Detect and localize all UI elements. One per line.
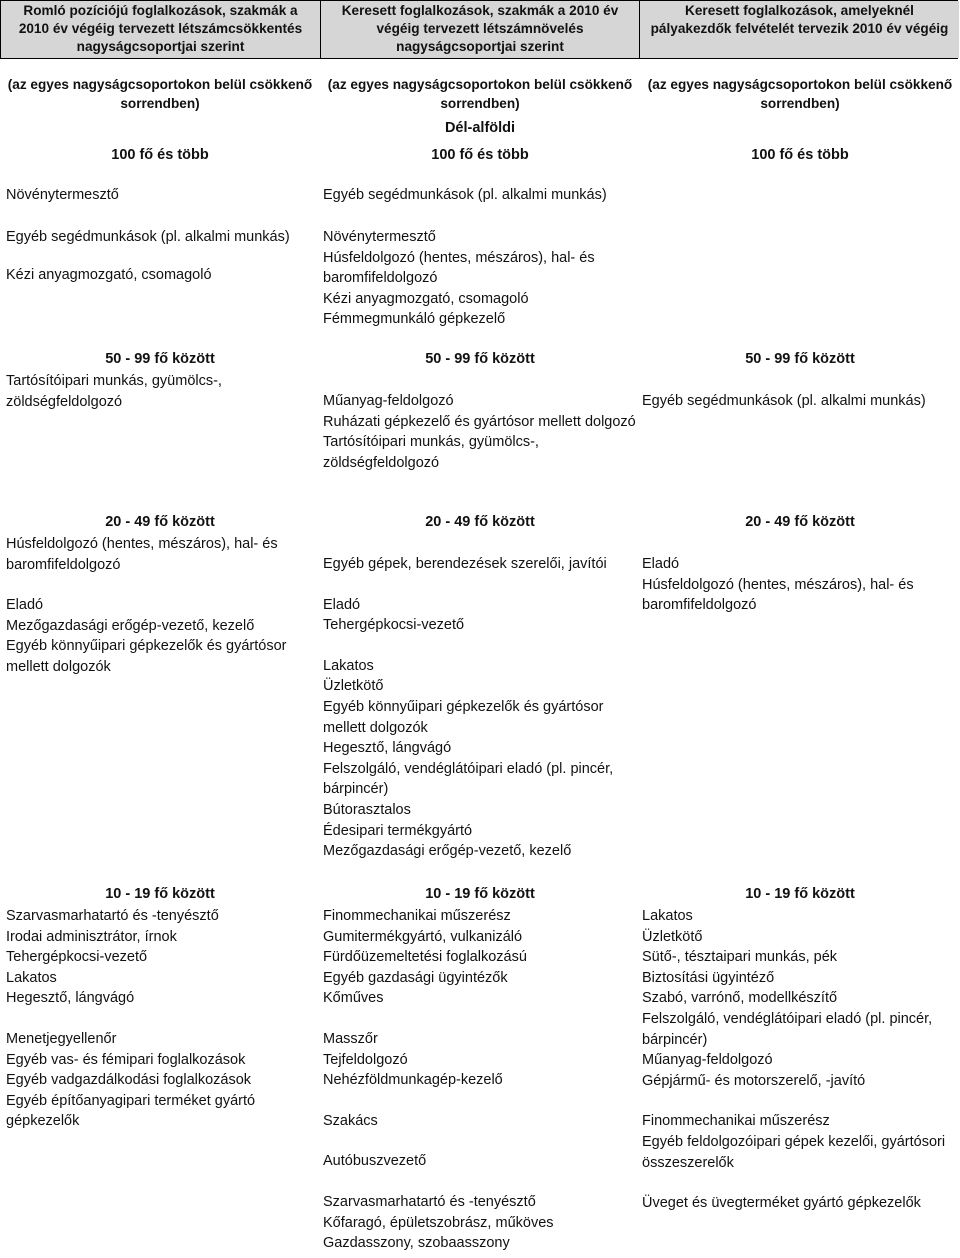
band-heading-10: 10 - 19 fő között bbox=[425, 886, 535, 902]
list-item: Kézi anyagmozgató, csomagoló bbox=[6, 266, 212, 283]
list-item: Gumitermékgyártó, vulkanizáló bbox=[323, 928, 523, 945]
list-item: Növénytermesztő bbox=[6, 187, 119, 203]
list-item: Húsfeldolgozó (hentes, mészáros), hal- és baromfifeldolgozó bbox=[323, 249, 595, 287]
list-item: Egyéb segédmunkások (pl. alkalmi munkás) bbox=[323, 187, 607, 203]
band-heading-20: 20 - 49 fő között bbox=[745, 514, 855, 530]
list-item: Fémmegmunkáló gépkezelő bbox=[323, 311, 506, 328]
list-col1-20 bbox=[6, 534, 321, 678]
list-item: Menetjegyellenőr bbox=[6, 1030, 117, 1047]
list-col1-10 bbox=[6, 906, 321, 1132]
subnote-col2: (az egyes nagyságcsoportokon belül csökkenő sorrendben) bbox=[327, 77, 633, 111]
list-item: Tartósítóipari munkás, gyümölcs-, zöldségfeldolgozó bbox=[323, 434, 539, 471]
list-item: Üveget és üvegterméket gyártó gépkezelők bbox=[642, 1195, 921, 1212]
list-item: Gazdasszony, szobaasszony bbox=[323, 1235, 510, 1252]
list-item: Felszolgáló, vendéglátóipari eladó (pl. pincér, bárpincér) bbox=[642, 1010, 933, 1048]
list-item: Irodai adminisztrátor, írnok bbox=[6, 928, 177, 945]
list-item: Üzletkötő bbox=[323, 678, 384, 695]
subnote-col3: (az egyes nagyságcsoportokon belül csökkenő sorrendben) bbox=[647, 77, 953, 111]
list-item: Bútorasztalos bbox=[323, 801, 411, 818]
list-item: Lakatos bbox=[642, 908, 693, 924]
list-item: Hegesztő, lángvágó bbox=[6, 990, 135, 1007]
list-item: Tehergépkocsi-vezető bbox=[323, 617, 465, 634]
list-item: Műanyag-feldolgozó bbox=[642, 1052, 773, 1069]
band-heading-100: 100 fő és több bbox=[431, 147, 529, 163]
table-header bbox=[0, 0, 958, 59]
header-declining-occupations: Romló pozíciójú foglalkozások, szakmák a 2010 év végéig tervezett létszámcsökkentés nagyságcsoportjai szerint bbox=[1, 1, 321, 58]
list-col2-100 bbox=[323, 185, 638, 206]
list-item: Mezőgazdasági erőgép-vezető, kezelő bbox=[6, 617, 255, 634]
list-item: Egyéb segédmunkások (pl. alkalmi munkás) bbox=[6, 229, 290, 245]
list-item: Hegesztő, lángvágó bbox=[323, 740, 452, 757]
list-item: Tejfeldolgozó bbox=[323, 1051, 408, 1068]
list-item: Eladó bbox=[323, 596, 361, 613]
list-item: Felszolgáló, vendéglátóipari eladó (pl. pincér, bárpincér) bbox=[323, 760, 614, 798]
list-item: Gépjármű- és motorszerelő, -javító bbox=[642, 1072, 866, 1089]
band-heading-100: 100 fő és több bbox=[751, 147, 849, 163]
list-item: Egyéb építőanyagipari terméket gyártó gépkezelők bbox=[6, 1092, 256, 1130]
list-item: Egyéb segédmunkások (pl. alkalmi munkás) bbox=[642, 393, 926, 409]
list-item: Húsfeldolgozó (hentes, mészáros), hal- és baromfifeldolgozó bbox=[642, 576, 914, 614]
list-col2-10 bbox=[323, 906, 638, 1254]
list-col1-50 bbox=[6, 371, 321, 412]
band-heading-50: 50 - 99 fő között bbox=[105, 351, 215, 367]
header-sought-occupations: Keresett foglalkozások, szakmák a 2010 év végéig tervezett létszámnövelés nagyságcsoportjai szerint bbox=[321, 1, 640, 58]
list-item: Eladó bbox=[642, 556, 680, 572]
list-item: Lakatos bbox=[323, 657, 374, 674]
list-item: Húsfeldolgozó (hentes, mészáros), hal- és baromfifeldolgozó bbox=[6, 536, 278, 573]
list-col2-50 bbox=[323, 391, 638, 473]
list-item: Autóbuszvezető bbox=[323, 1153, 427, 1170]
band-heading-100: 100 fő és több bbox=[111, 147, 209, 163]
list-item: Finommechanikai műszerész bbox=[642, 1113, 830, 1130]
list-item: Kőfaragó, épületszobrász, műköves bbox=[323, 1214, 554, 1231]
band-heading-10: 10 - 19 fő között bbox=[105, 886, 215, 902]
band-heading-50: 50 - 99 fő között bbox=[425, 351, 535, 367]
list-item: Kőműves bbox=[323, 990, 384, 1007]
subnote-col1: (az egyes nagyságcsoportokon belül csökkenő sorrendben) bbox=[7, 77, 313, 111]
list-item: Kézi anyagmozgató, csomagoló bbox=[323, 290, 529, 307]
list-col3-50 bbox=[642, 391, 957, 412]
list-item: Finommechanikai műszerész bbox=[323, 908, 511, 924]
list-item: Szarvasmarhatartó és -tenyésztő bbox=[323, 1193, 536, 1210]
band-heading-50: 50 - 99 fő között bbox=[745, 351, 855, 367]
list-col3-10 bbox=[642, 906, 957, 1214]
list-item: Fürdőüzemeltetési foglalkozású bbox=[323, 949, 527, 966]
list-item: Sütő-, tésztaipari munkás, pék bbox=[642, 949, 838, 966]
list-item: Szabó, varrónő, modellkészítő bbox=[642, 990, 838, 1007]
list-item: Egyéb könnyűipari gépkezelők és gyártósor mellett dolgozók bbox=[6, 638, 287, 675]
list-col3-20 bbox=[642, 554, 957, 616]
list-col2-100-b bbox=[323, 227, 638, 330]
band-heading-10: 10 - 19 fő között bbox=[745, 886, 855, 902]
list-item: Egyéb könnyűipari gépkezelők és gyártósor mellett dolgozók bbox=[323, 698, 604, 736]
list-item: Masszőr bbox=[323, 1030, 378, 1047]
list-item: Egyéb gazdasági ügyintézők bbox=[323, 969, 508, 986]
list-col2-20 bbox=[323, 554, 638, 862]
list-item: Egyéb feldolgozóipari gépek kezelői, gyártósori összeszerelők bbox=[642, 1133, 946, 1171]
band-heading-20: 20 - 49 fő között bbox=[105, 514, 215, 530]
list-item: Műanyag-feldolgozó bbox=[323, 393, 454, 409]
list-col1-100 bbox=[6, 185, 321, 206]
list-item: Édesipari termékgyártó bbox=[323, 822, 473, 839]
list-item: Szarvasmarhatartó és -tenyésztő bbox=[6, 908, 219, 924]
subnote-row bbox=[0, 75, 960, 113]
list-item: Növénytermesztő bbox=[323, 229, 436, 245]
list-item: Eladó bbox=[6, 597, 44, 614]
list-item: Nehézföldmunkagép-kezelő bbox=[323, 1072, 503, 1089]
list-item: Egyéb gépek, berendezések szerelői, javítói bbox=[323, 556, 607, 572]
list-item: Mezőgazdasági erőgép-vezető, kezelő bbox=[323, 843, 572, 860]
list-item: Ruházati gépkezelő és gyártósor mellett dolgozó bbox=[323, 413, 636, 430]
list-col1-100-b bbox=[6, 227, 321, 285]
list-item: Tartósítóipari munkás, gyümölcs-, zöldségfeldolgozó bbox=[6, 373, 222, 410]
list-item: Tehergépkocsi-vezető bbox=[6, 949, 148, 966]
list-item: Lakatos bbox=[6, 969, 57, 986]
list-item: Üzletkötő bbox=[642, 928, 703, 945]
list-item: Szakács bbox=[323, 1112, 378, 1129]
region-title: Dél-alföldi bbox=[444, 120, 516, 136]
header-career-starter-occupations: Keresett foglalkozások, amelyeknél pályakezdők felvételét tervezik 2010 év végéig bbox=[640, 1, 959, 58]
band-heading-20: 20 - 49 fő között bbox=[425, 514, 535, 530]
list-item: Egyéb vas- és fémipari foglalkozások bbox=[6, 1051, 246, 1068]
list-item: Biztosítási ügyintéző bbox=[642, 969, 775, 986]
list-item: Egyéb vadgazdálkodási foglalkozások bbox=[6, 1072, 252, 1089]
